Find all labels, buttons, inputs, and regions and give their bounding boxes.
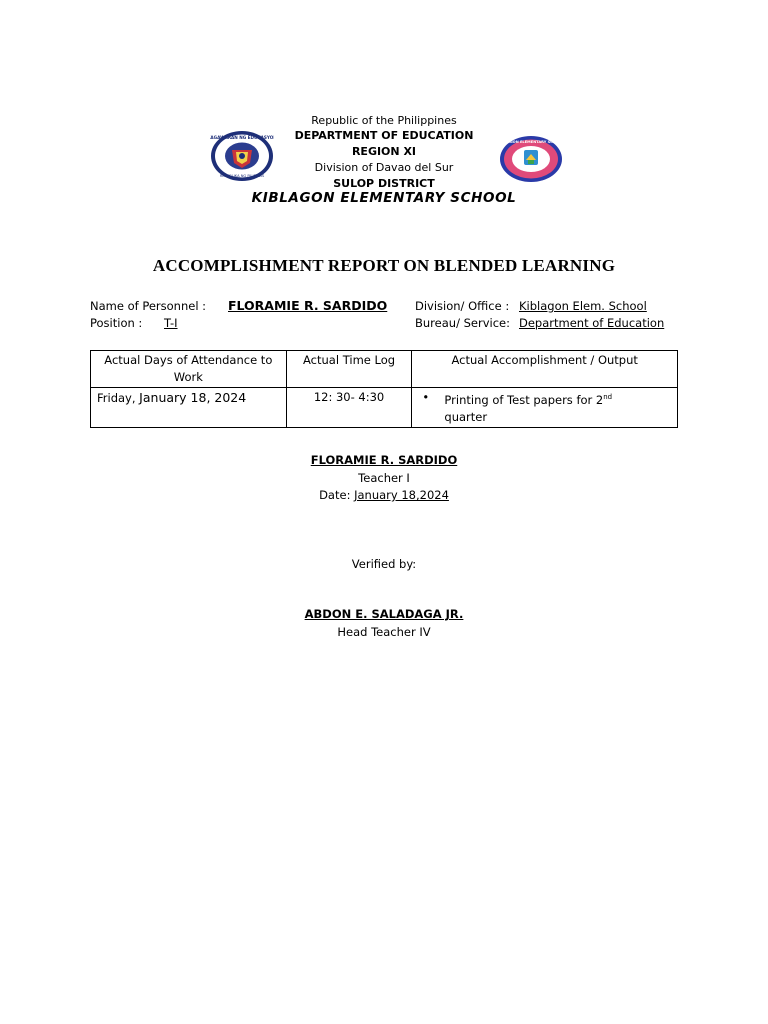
verifier-name: ABDON E. SALADAGA JR. [304,607,464,621]
bullet-icon: • [422,390,430,404]
signatory-date-value: January 18,2024 [354,488,449,502]
position-value: T-I [164,316,178,330]
name-label: Name of Personnel : [90,299,207,313]
division-office-label: Division/ Office : [415,299,510,313]
country-line: Republic of the Philippines [311,114,457,127]
time-log-cell: 12: 30- 4:30 [286,388,412,428]
report-title: ACCOMPLISHMENT REPORT ON BLENDED LEARNING [152,256,616,275]
col-header-time-log: Actual Time Log [286,351,412,388]
accomplishment-table [90,350,678,428]
signatory-role: Teacher I [358,471,410,485]
svg-text:KIBLAGON ELEMENTARY SCHOOL: KIBLAGON ELEMENTARY SCHOOL [499,140,563,144]
name-value: FLORAMIE R. SARDIDO [228,298,388,313]
division-office-value: Kiblagon Elem. School [519,299,647,313]
accomplishment-superscript: nd [603,393,613,401]
bureau-value: Department of Education [519,316,665,330]
col-header-attendance: Actual Days of Attendance to Work [91,351,287,388]
attendance-day: Friday, [97,391,136,405]
verifier-role: Head Teacher IV [337,625,431,639]
accomplishment-cell [412,388,678,428]
col-header-accomplishment: Actual Accomplishment / Output [412,351,678,388]
svg-text:REPUBLIKA NG PILIPINAS: REPUBLIKA NG PILIPINAS [219,174,265,178]
school-name: KIBLAGON ELEMENTARY SCHOOL [251,190,517,206]
division-line: Division of Davao del Sur [314,161,454,174]
region-line: REGION XI [351,145,417,158]
accomplishment-text-cont: quarter [444,409,488,424]
table-header-row [91,351,678,388]
signatory-name: FLORAMIE R. SARDIDO [310,453,458,467]
signatory-date-label: Date: [319,488,351,502]
position-label: Position : [90,316,143,330]
table-row [91,388,678,428]
department-line: DEPARTMENT OF EDUCATION [294,129,474,142]
svg-text:KAGAWARAN NG EDUKASYON: KAGAWARAN NG EDUKASYON [210,135,274,140]
accomplishment-text: Printing of Test papers for 2 [444,392,604,407]
signatory-date [0,487,768,504]
bureau-label: Bureau/ Service: [415,316,510,330]
verified-by-label: Verified by: [351,557,417,571]
attendance-cell [91,388,287,428]
attendance-date: January 18, 2024 [139,390,247,405]
district-line: SULOP DISTRICT [333,177,435,190]
